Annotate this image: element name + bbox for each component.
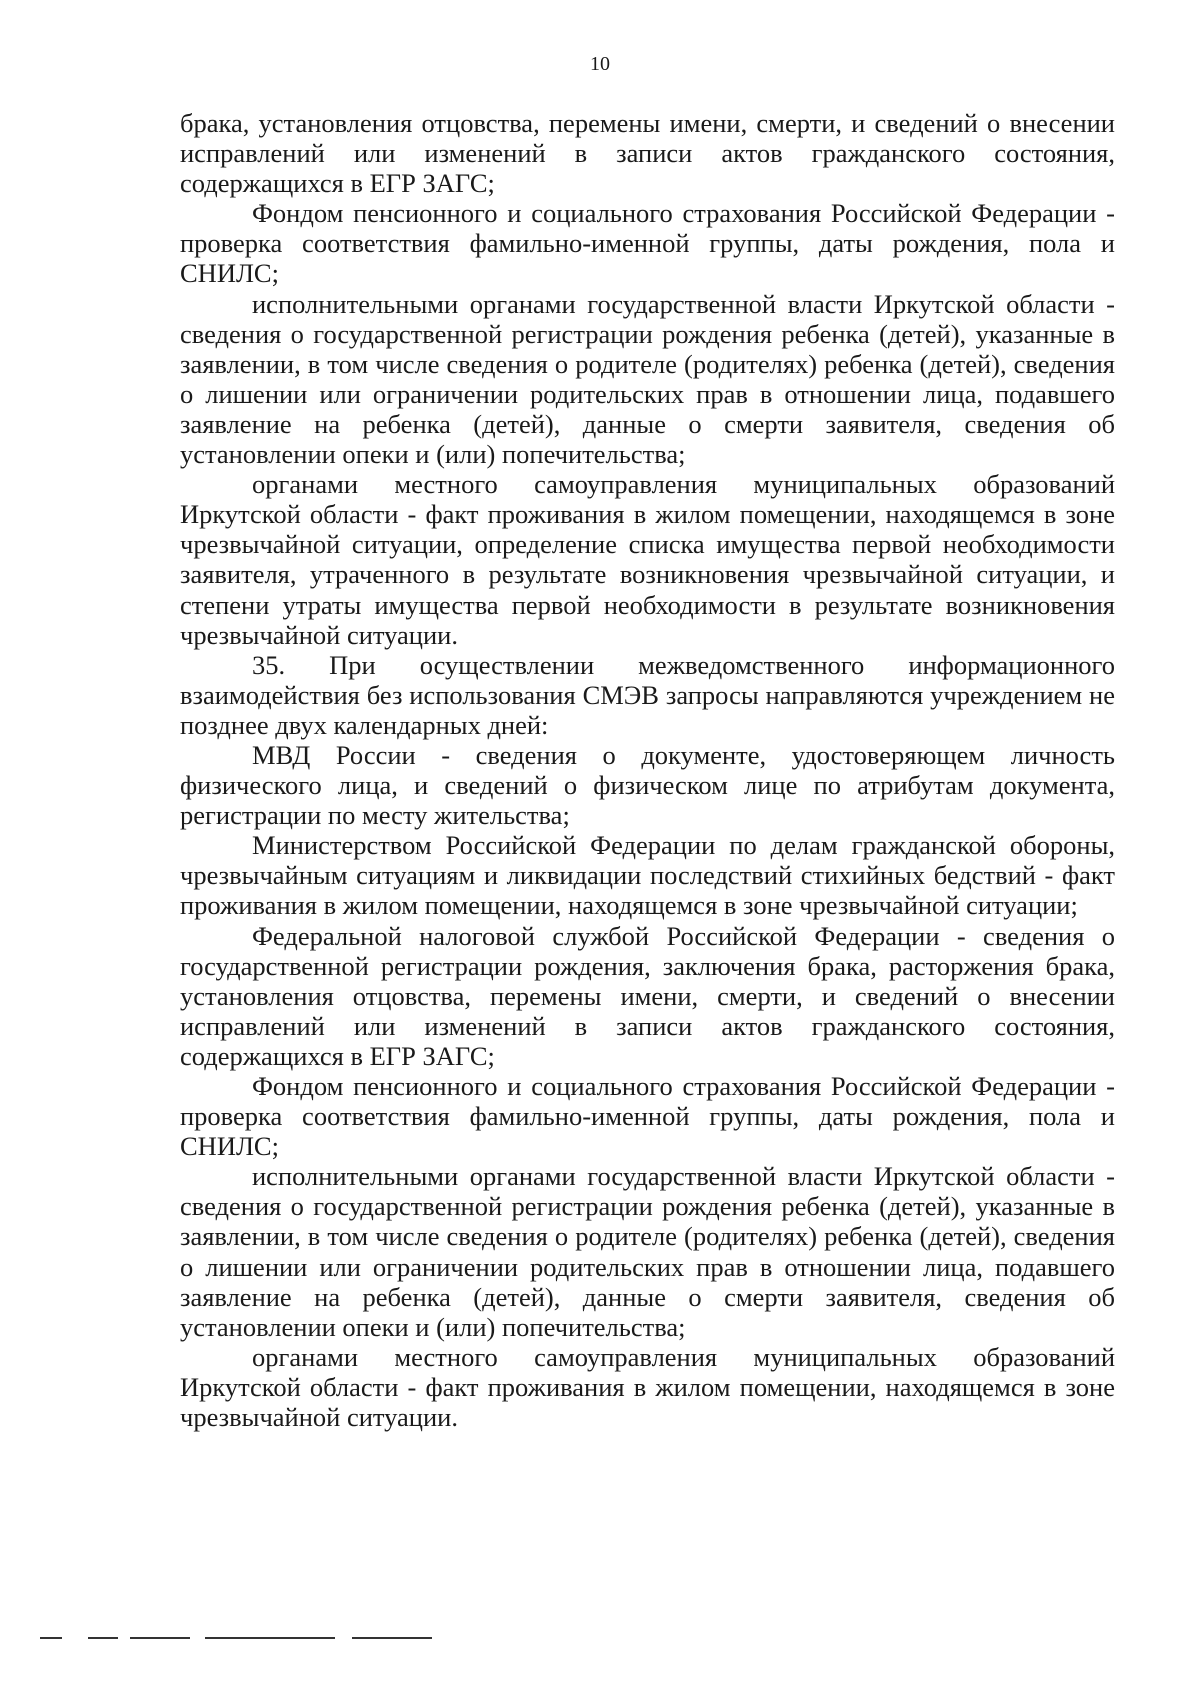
paragraph-clause-35: 35. При осуществлении межведомственного информационного взаимодействия без использования СМЭВ запросы направляются учреждением не позднее двух календарных дней:	[180, 649, 1115, 740]
paragraph-local-government-2: органами местного самоуправления муниципальных образований Иркутской области - факт проживания в жилом помещении, находящемся в зоне чрезвычайной ситуации.	[180, 1341, 1115, 1433]
paragraph-executive-bodies-2: исполнительными органами государственной власти Иркутской области - сведения о государственной регистрации рождения ребенка (детей), указанные в заявлении, в том числе сведения о родителе (родителях) ребенка (детей), сведения о лишении или ограничении родительских прав в отношении лица, подавшего заявление на ребенка (детей), данные о смерти заявителя, сведения об установлении опеки и (или) попечительства;	[180, 1161, 1115, 1342]
paragraph-local-government: органами местного самоуправления муниципальных образований Иркутской области - факт проживания в жилом помещении, находящемся в зоне чрезвычайной ситуации, определение списка имущества первой необходимости заявителя, утраченного в результате возникновения чрезвычайной ситуации, и степени утраты имущества первой необходимости в результате возникновения чрезвычайной ситуации.	[180, 469, 1115, 650]
scan-dash	[205, 1637, 335, 1639]
document-body	[180, 108, 1115, 1432]
scan-dash	[130, 1637, 190, 1639]
scan-dash	[88, 1637, 118, 1639]
paragraph-emergency-ministry: Министерством Российской Федерации по делам гражданской обороны, чрезвычайным ситуациям и ликвидации последствий стихийных бедствий - факт проживания в жилом помещении, находящемся в зоне чрезвычайной ситуации;	[180, 830, 1115, 921]
scan-dash	[352, 1637, 432, 1639]
paragraph-pension-fund-2: Фондом пенсионного и социального страхования Российской Федерации - проверка соответствия фамильно-именной группы, даты рождения, пола и СНИЛС;	[180, 1071, 1115, 1162]
paragraph-tax-service: Федеральной налоговой службой Российской Федерации - сведения о государственной регистрации рождения, заключения брака, расторжения брака, установления отцовства, перемены имени, смерти, и сведений о внесении исправлений или изменений в записи актов гражданского состояния, содержащихся в ЕГР ЗАГС;	[180, 920, 1115, 1071]
paragraph-pension-fund: Фондом пенсионного и социального страхования Российской Федерации - проверка соответствия фамильно-именной группы, даты рождения, пола и СНИЛС;	[180, 198, 1115, 289]
paragraph-mvd: МВД России - сведения о документе, удостоверяющем личность физического лица, и сведений о физическом лице по атрибутам документа, регистрации по месту жительства;	[180, 739, 1115, 831]
paragraph-continuation: брака, установления отцовства, перемены имени, смерти, и сведений о внесении исправлений или изменений в записи актов гражданского состояния, содержащихся в ЕГР ЗАГС;	[180, 108, 1115, 199]
page-number: 10	[590, 53, 610, 75]
scan-dash	[40, 1637, 62, 1639]
paragraph-executive-bodies: исполнительными органами государственной власти Иркутской области - сведения о государственной регистрации рождения ребенка (детей), указанные в заявлении, в том числе сведения о родителе (родителях) ребенка (детей), сведения о лишении или ограничении родительских прав в отношении лица, подавшего заявление на ребенка (детей), данные о смерти заявителя, сведения об установлении опеки и (или) попечительства;	[180, 288, 1115, 470]
footer-scan-marks	[40, 1637, 500, 1640]
